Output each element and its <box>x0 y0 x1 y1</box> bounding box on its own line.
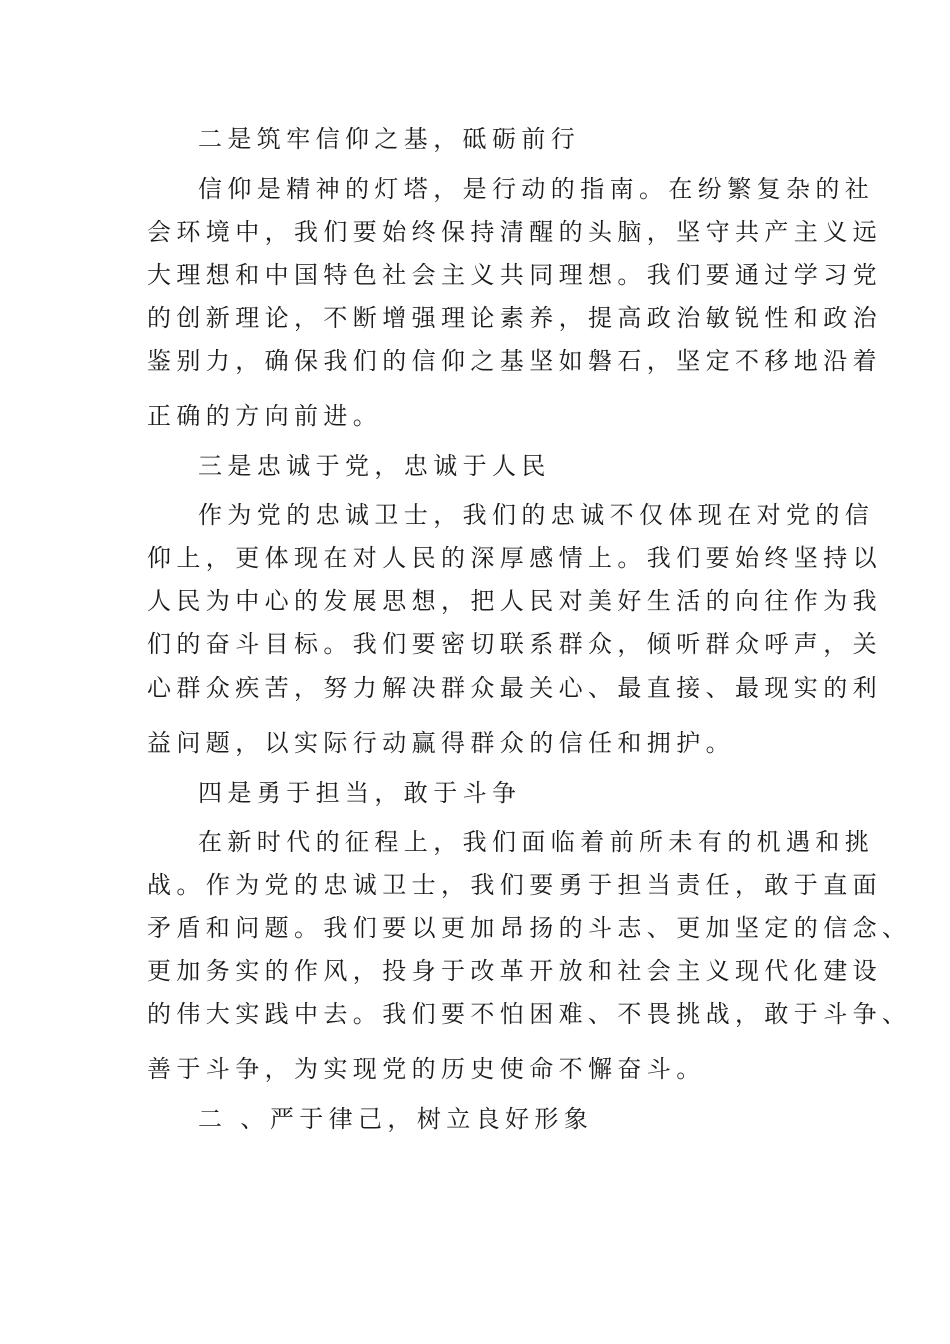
paragraph-2-line-3: 人民为中心的发展思想，把人民对美好生活的向往作为我 <box>147 587 882 615</box>
paragraph-2-line-5: 心群众疾苦，努力解决群众最关心、最直接、最现实的利 <box>147 674 882 702</box>
paragraph-2-line-2: 仰上，更体现在对人民的深厚感情上。我们要始终坚持以 <box>147 544 882 572</box>
paragraph-3-line-2: 战。作为党的忠诚卫士，我们要勇于担当责任，敢于直面 <box>147 871 882 899</box>
paragraph-1-line-6: 正确的方向前进。 <box>147 402 383 430</box>
paragraph-3-line-4: 更加务实的作风，投身于改革开放和社会主义现代化建设 <box>147 957 882 985</box>
paragraph-3-line-5: 的伟大实践中去。我们要不怕困难、不畏挑战，敢于斗争、 <box>147 1000 912 1028</box>
paragraph-1-line-2: 会环境中，我们要始终保持清醒的头脑，坚守共产主义远 <box>147 218 882 246</box>
paragraph-3-line-1: 在新时代的征程上，我们面临着前所未有的机遇和挑 <box>198 828 875 856</box>
section-heading-3: 四是勇于担当，敢于斗争 <box>198 779 522 807</box>
paragraph-1-line-3: 大理想和中国特色社会主义共同理想。我们要通过学习党 <box>147 261 882 289</box>
paragraph-3-line-6: 善于斗争，为实现党的历史使命不懈奋斗。 <box>147 1055 706 1083</box>
paragraph-1-line-1: 信仰是精神的灯塔，是行动的指南。在纷繁复杂的社 <box>198 175 875 203</box>
section-heading-1: 二是筑牢信仰之基，砥砺前行 <box>198 125 581 153</box>
paragraph-2-line-4: 们的奋斗目标。我们要密切联系群众，倾听群众呼声，关 <box>147 630 882 658</box>
paragraph-1-line-4: 的创新理论，不断增强理论素养，提高政治敏锐性和政治 <box>147 304 882 332</box>
paragraph-1-line-5: 鉴别力，确保我们的信仰之基坚如磐石，坚定不移地沿着 <box>147 347 882 375</box>
paragraph-2-line-6: 益问题，以实际行动赢得群众的信任和拥护。 <box>147 729 735 757</box>
section-heading-2: 三是忠诚于党，忠诚于人民 <box>198 452 551 480</box>
paragraph-3-line-3: 矛盾和问题。我们要以更加昂扬的斗志、更加坚定的信念、 <box>147 914 912 942</box>
paragraph-2-line-1: 作为党的忠诚卫士，我们的忠诚不仅体现在对党的信 <box>198 501 875 529</box>
chapter-heading: 二 、严于律己，树立良好形象 <box>198 1105 594 1133</box>
